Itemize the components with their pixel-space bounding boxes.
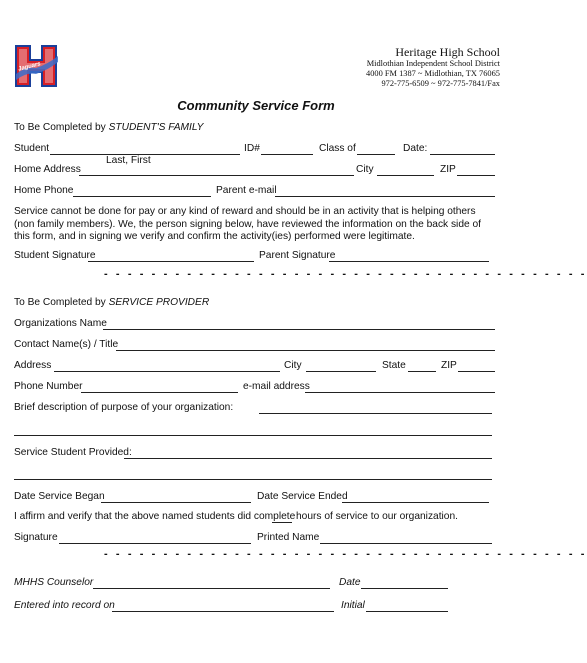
phone-number-label: Phone Number [14,381,83,392]
provider-address-field[interactable] [54,371,280,372]
student-signature-field[interactable] [88,261,254,262]
logo-text: Jaguars [17,61,42,73]
family-intro-em: STUDENT'S FAMILY [108,122,204,133]
service-provided-field[interactable] [124,458,492,459]
provider-address-label: Address [14,360,52,371]
entered-field[interactable] [112,611,334,612]
date-began-field[interactable] [101,502,251,503]
initial-field[interactable] [366,611,448,612]
city-label: City [356,164,374,175]
id-label: ID# [244,143,260,154]
parent-email-label: Parent e-mail [216,185,277,196]
date-ended-label: Date Service Ended [257,491,348,502]
provider-intro: To Be Completed by [14,297,106,308]
printed-name-field[interactable] [320,543,492,544]
date-label: Date: [403,143,428,154]
state-label: State [382,360,406,371]
parent-email-field[interactable] [275,196,495,197]
provider-city-label: City [284,360,302,371]
family-statement: Service cannot be done for pay or any kind of reward and should be in an activity that is helping others (non family members). We, the person signing below, have reviewed the information on the back side of this form, and in signing we verify and confirm the activity(ies) performed were legitimate. [14,206,481,242]
contact-label: Contact Name(s) / Title [14,339,119,350]
provider-city-field[interactable] [306,371,376,372]
office-date-field[interactable] [361,588,448,589]
date-began-label: Date Service Began [14,491,105,502]
home-address-label: Home Address [14,164,81,175]
office-date-label: Date [339,577,361,588]
provider-zip-label: ZIP [441,360,457,371]
home-phone-label: Home Phone [14,185,74,196]
purpose-field[interactable] [259,413,492,414]
org-name-label: Organizations Name [14,318,107,329]
email-address-label: e-mail address [243,381,310,392]
city-field[interactable] [377,175,434,176]
id-field[interactable] [261,154,313,155]
class-of-field[interactable] [357,154,395,155]
zip-field[interactable] [457,175,495,176]
provider-signature-label: Signature [14,532,58,543]
school-phone: 972-775-6509 ~ 972-775-7841/Fax [381,79,500,88]
provider-zip-field[interactable] [458,371,495,372]
school-address: 4000 FM 1387 ~ Midlothian, TX 76065 [366,69,500,78]
school-name: Heritage High School [395,45,500,59]
entered-label: Entered into record on [14,600,115,611]
affirm-pre: I affirm and verify that the above named students did complete [14,511,296,522]
email-address-field[interactable] [305,392,495,393]
purpose-label: Brief description of purpose of your organization: [14,402,234,413]
section-divider: - - - - - - - - - - - - - - - - - - - - - - - - - - - - - - - - - - - - - - - - - [104,268,587,280]
family-intro: To Be Completed by [14,122,106,133]
affirm-post: hours of service to our organization. [296,511,458,522]
org-name-field[interactable] [103,329,495,330]
purpose-field-continued[interactable] [14,435,492,436]
student-signature-label: Student Signature [14,250,96,261]
date-field[interactable] [430,154,495,155]
school-logo [14,44,58,88]
class-of-label: Class of [319,143,356,154]
service-provided-label: Service Student Provided: [14,447,132,458]
student-label: Student [14,143,50,154]
printed-name-label: Printed Name [257,532,320,543]
phone-number-field[interactable] [81,392,238,393]
zip-label: ZIP [440,164,456,175]
hours-field[interactable] [272,522,292,523]
counselor-field[interactable] [93,588,330,589]
initial-label: Initial [341,600,365,611]
date-ended-field[interactable] [342,502,489,503]
form-title: Community Service Form [177,98,335,113]
family-section-heading [14,122,203,133]
section-divider-2: - - - - - - - - - - - - - - - - - - - - - - - - - - - - - - - - - - - - - - - - - [104,548,587,560]
student-name-hint: Last, First [106,155,151,166]
provider-intro-em: SERVICE PROVIDER [108,297,210,308]
contact-field[interactable] [116,350,495,351]
parent-signature-label: Parent Signature [259,250,336,261]
home-address-field[interactable] [79,175,354,176]
counselor-label: MHHS Counselor [14,577,94,588]
state-field[interactable] [408,371,436,372]
home-phone-field[interactable] [73,196,211,197]
parent-signature-field[interactable] [329,261,489,262]
provider-signature-field[interactable] [59,543,251,544]
provider-section-heading [14,297,209,308]
service-provided-field-continued[interactable] [14,479,492,480]
school-district: Midlothian Independent School District [366,59,500,68]
